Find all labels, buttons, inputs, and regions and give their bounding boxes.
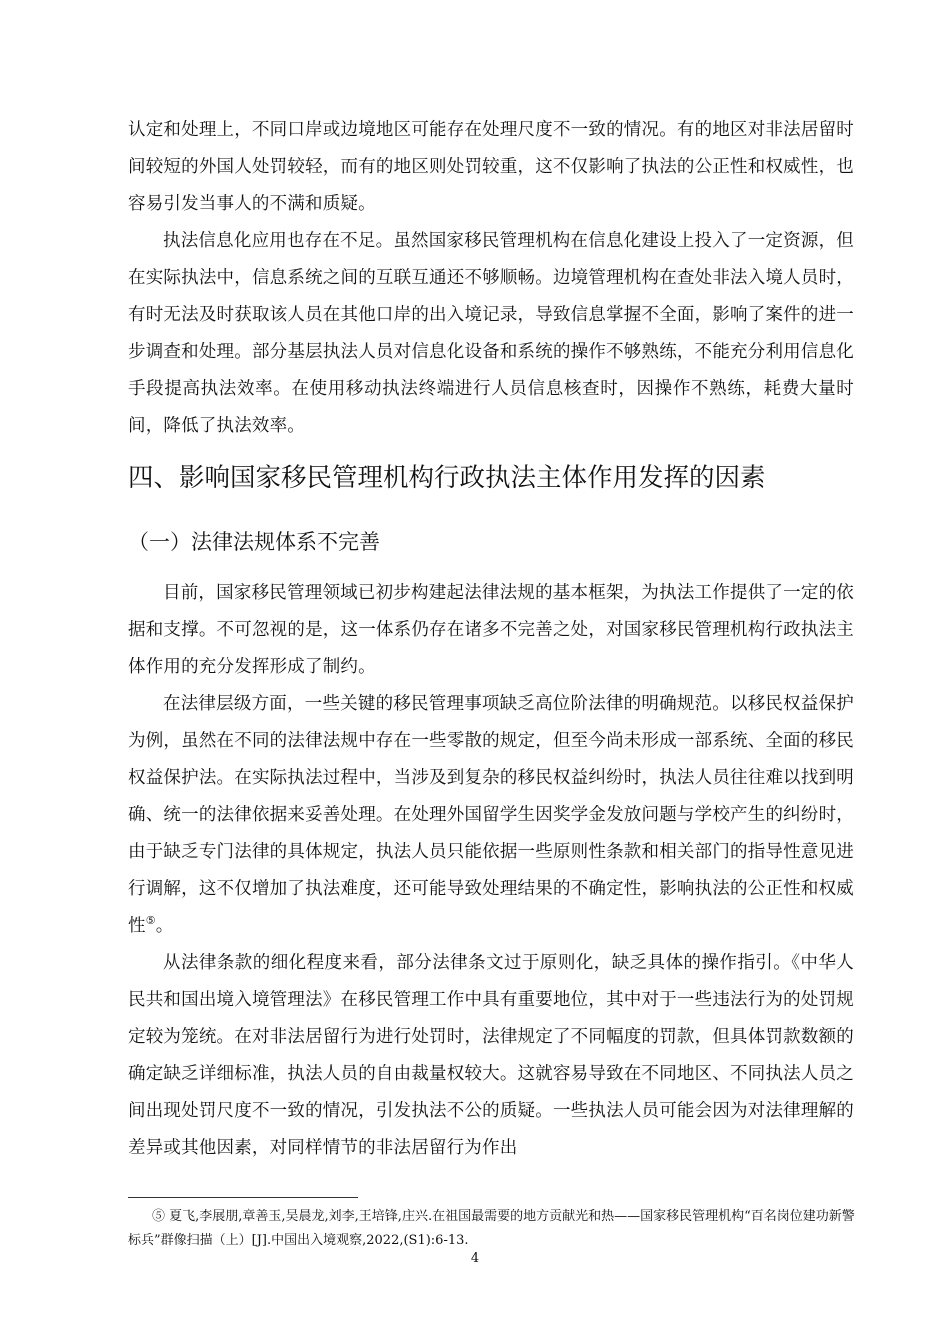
body-paragraph-legal-hierarchy [128, 686, 854, 945]
section-body [128, 575, 854, 1167]
footnote-mark: ⑤ [152, 1209, 166, 1224]
paragraph-end-punctuation: 。 [155, 916, 174, 936]
footnote-reference[interactable]: ⑤ [145, 914, 156, 928]
body-paragraph-informatization: 执法信息化应用也存在不足。虽然国家移民管理机构在信息化建设上投入了一定资源，但在实际执法中，信息系统之间的互联互通还不够顺畅。边境管理机构在查处非法入境人员时，有时无法及时获取该人员在其他口岸的出入境记录，导致信息掌握不全面，影响了案件的进一步调查和处理。部分基层执法人员对信息化设备和系统的操作不够熟练，不能充分利用信息化手段提高执法效率。在使用移动执法终端进行人员信息核查时，因操作不熟练，耗费大量时间，降低了执法效率。 [128, 231, 854, 436]
body-paragraph-continued: 认定和处理上，不同口岸或边境地区可能存在处理尺度不一致的情况。有的地区对非法居留时间较短的外国人处罚较轻，而有的地区则处罚较重，这不仅影响了执法的公正性和权威性，也容易引发当事人的不满和质疑。 [128, 120, 854, 214]
page-number: 4 [470, 1251, 480, 1266]
footnote-text: 夏飞,李展朋,章善玉,吴晨龙,刘李,王培锋,庄兴.在祖国最需要的地方贡献光和热——国家移民管理机构“百名岗位建功新警标兵”群像扫描（上）[J].中国出入境观察,2022,(S1):6-13. [128, 1209, 855, 1248]
body-paragraph-refinement: 从法律条款的细化程度来看，部分法律条文过于原则化，缺乏具体的操作指引。《中华人民共和国出境入境管理法》在移民管理工作中具有重要地位，其中对于一些违法行为的处罚规定较为笼统。在对非法居留行为进行处罚时，法律规定了不同幅度的罚款，但具体罚款数额的确定缺乏详细标准，执法人员的自由裁量权较大。这就容易导致在不同地区、不同执法人员之间出现处罚尺度不一致的情况，引发执法不公的质疑。一些执法人员可能会因为对法律理解的差异或其他因素，对同样情节的非法居留行为作出 [128, 953, 854, 1158]
body-paragraph-intro: 目前，国家移民管理领域已初步构建起法律法规的基本框架，为执法工作提供了一定的依据和支撑。不可忽视的是，这一体系仍存在诸多不完善之处，对国家移民管理机构行政执法主体作用的充分发挥形成了制约。 [128, 583, 854, 677]
legal-hierarchy-text: 在法律层级方面，一些关键的移民管理事项缺乏高位阶法律的明确规范。以移民权益保护为例，虽然在不同的法律法规中存在一些零散的规定，但至今尚未形成一部系统、全面的移民权益保护法。在实际执法过程中，当涉及到复杂的移民权益纠纷时，执法人员往往难以找到明确、统一的法律依据来妥善处理。在处理外国留学生因奖学金发放问题与学校产生的纠纷时，由于缺乏专门法律的具体规定，执法人员只能依据一些原则性条款和相关部门的指导性意见进行调解，这不仅增加了执法难度，还可能导致处理结果的不确定性，影响执法的公正性和权威性 [128, 694, 854, 936]
footnote-separator [128, 1197, 358, 1198]
footnote [128, 1205, 858, 1253]
chapter-heading: 四、影响国家移民管理机构行政执法主体作用发挥的因素 [128, 463, 766, 493]
section-heading: （一）法律法规体系不完善 [128, 530, 380, 554]
